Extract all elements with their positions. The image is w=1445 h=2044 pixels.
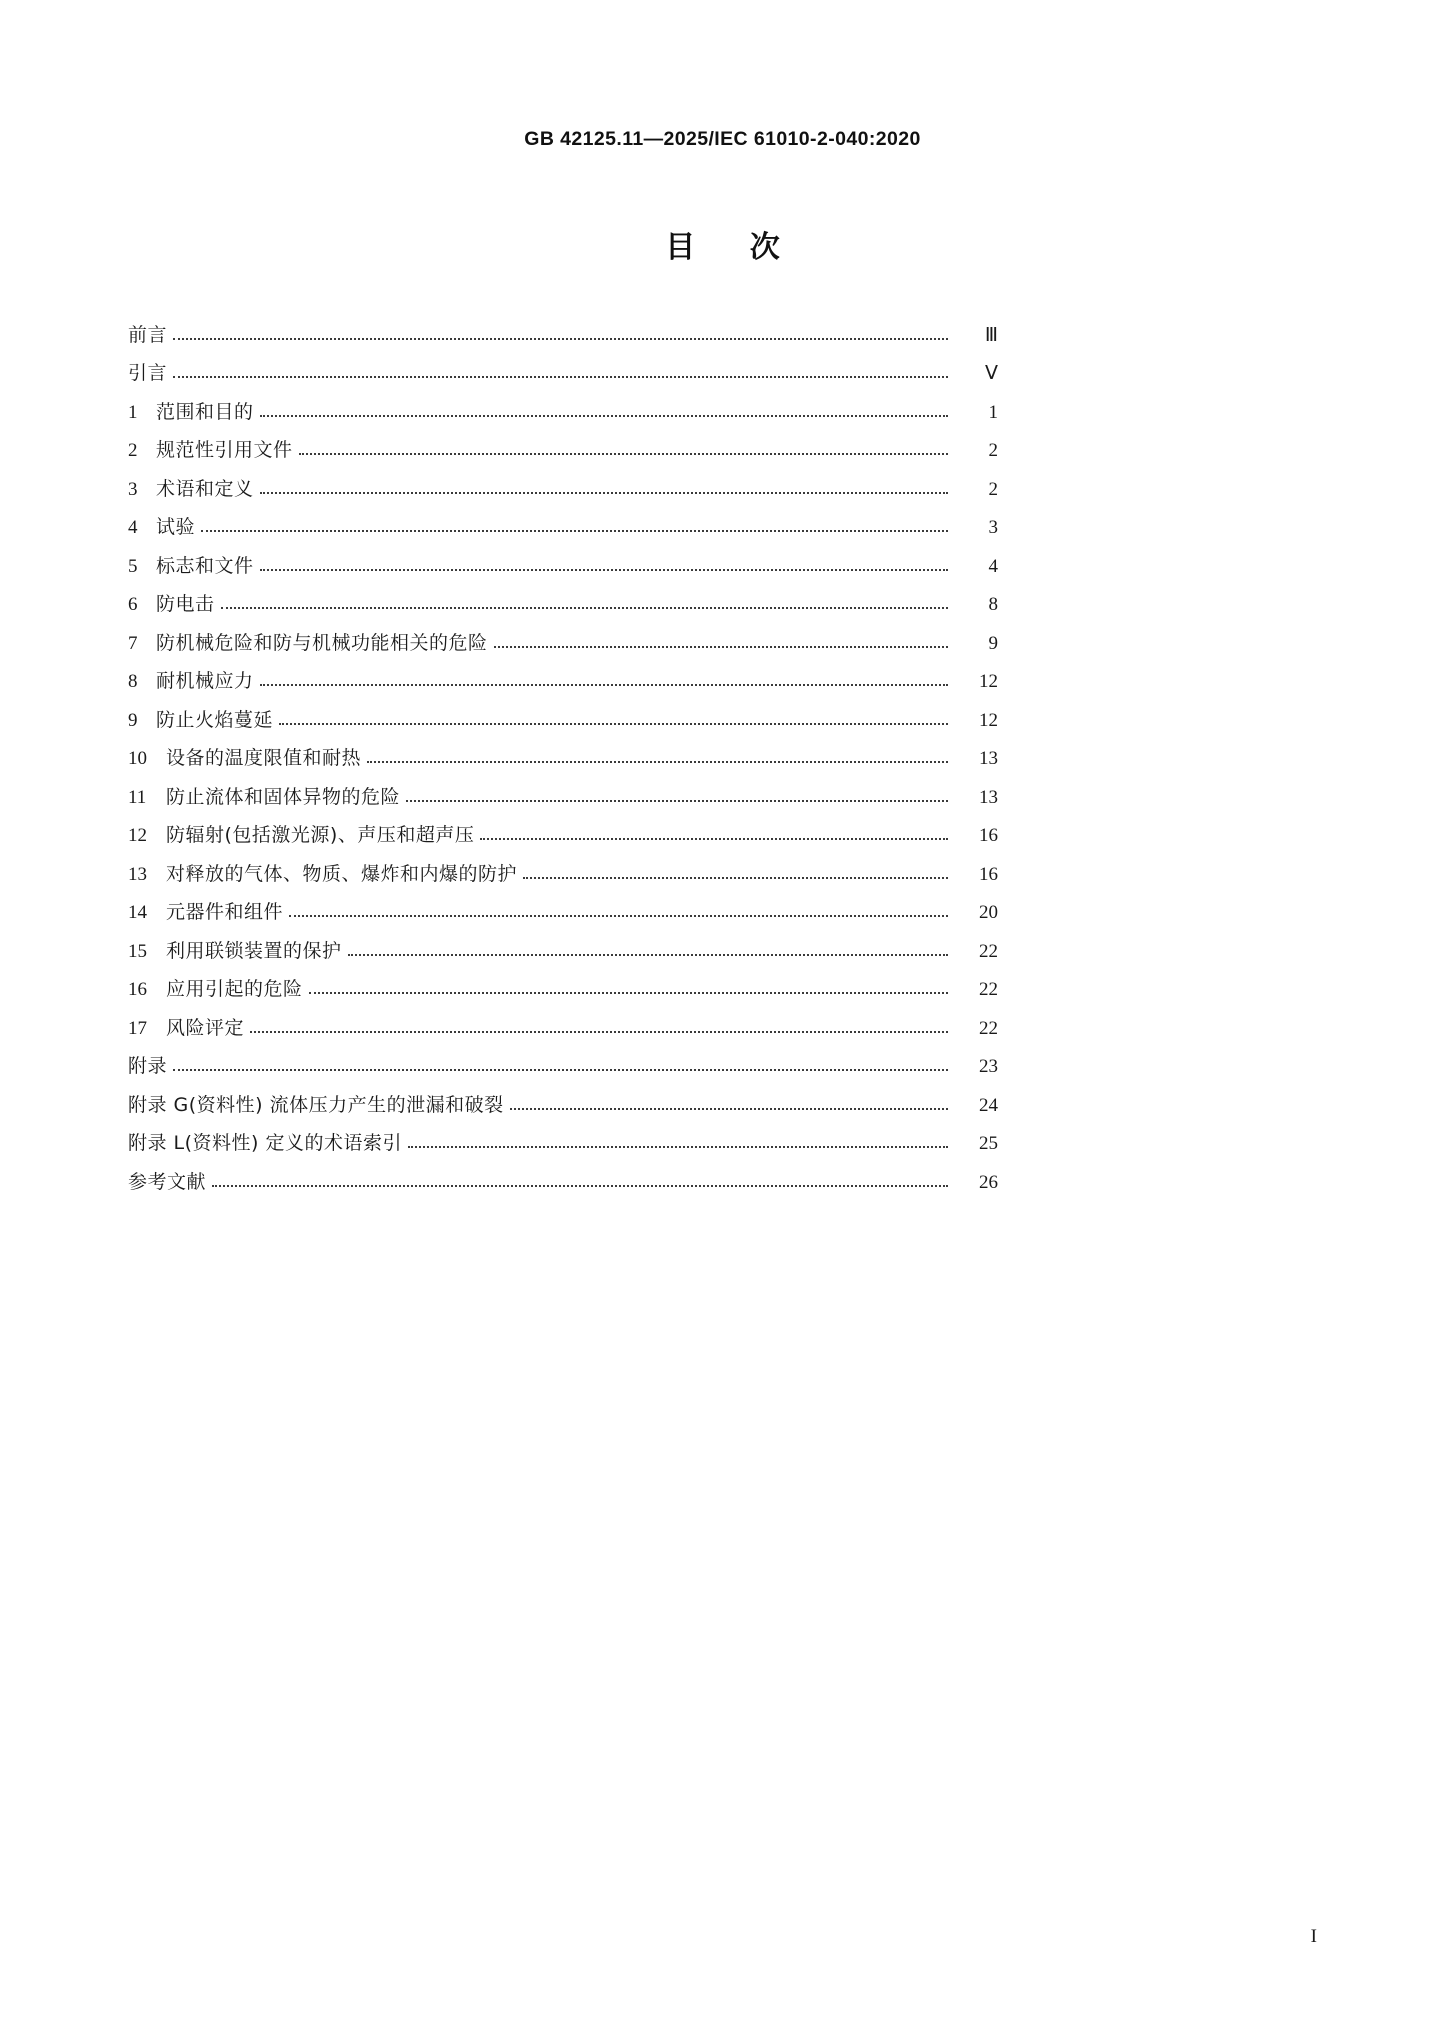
toc-entry-label: 术语和定义	[156, 477, 254, 500]
toc-entry-label: 防机械危险和防与机械功能相关的危险	[156, 631, 488, 654]
toc-entry-number: 10	[128, 748, 147, 769]
toc-entry[interactable]	[128, 576, 998, 615]
toc-leader-dots	[348, 941, 948, 960]
toc-entry-label: 元器件和组件	[166, 901, 284, 923]
toc-entry-number: 14	[128, 902, 147, 923]
toc-entry-number: 6	[128, 594, 138, 615]
toc-entry-page: 24	[979, 1094, 998, 1116]
toc-entry-page: 22	[979, 1017, 998, 1039]
footer-page-number: I	[1310, 1926, 1317, 1947]
toc-entry[interactable]	[128, 999, 998, 1038]
toc-entry[interactable]	[128, 306, 998, 345]
toc-leader-dots	[250, 1018, 948, 1037]
toc-entry-number: 4	[128, 517, 138, 538]
toc-entry-page: 4	[988, 555, 998, 577]
toc-entry-label: 设备的温度限值和耐热	[166, 747, 362, 769]
toc-entry-label: 参考文献	[128, 1170, 207, 1193]
toc-entry-number: 17	[128, 1017, 147, 1039]
toc-entry-page: 9	[988, 632, 998, 654]
toc-entry-label: 应用引起的危险	[166, 978, 303, 1000]
toc-leader-dots	[260, 671, 948, 690]
toc-leader-dots	[299, 440, 948, 459]
toc-entry-label: 风险评定	[166, 1016, 245, 1039]
toc-leader-dots	[510, 1095, 948, 1114]
toc-leader-dots	[173, 325, 948, 344]
toc-entry-number: 2	[128, 440, 138, 461]
toc-entry-page: 13	[979, 786, 998, 808]
toc-entry-label: 标志和文件	[156, 554, 254, 577]
toc-leader-dots	[406, 787, 948, 806]
toc-entry-number: 15	[128, 940, 147, 962]
toc-entry-label: 耐机械应力	[156, 670, 254, 692]
toc-leader-dots	[173, 363, 948, 382]
toc-entry-number: 3	[128, 478, 138, 500]
toc-entry-page: 20	[979, 902, 998, 923]
toc-leader-dots	[494, 633, 948, 652]
toc-entry-page: Ⅲ	[984, 324, 998, 346]
toc-entry-number: 8	[128, 671, 138, 692]
toc-entry-label: 范围和目的	[156, 400, 254, 423]
page-title: 目 次	[665, 230, 802, 265]
toc-entry-page: 16	[979, 863, 998, 885]
standard-code-header: GB 42125.11—2025/IEC 61010-2-040:2020	[524, 128, 921, 150]
toc-entry-number: 11	[128, 786, 147, 808]
toc-entry-page: 12	[979, 709, 998, 731]
toc-leader-dots	[173, 1056, 948, 1075]
toc-entry-page: 1	[988, 401, 998, 423]
toc-leader-dots	[212, 1172, 948, 1191]
toc-entry[interactable]	[128, 345, 998, 384]
toc-entry[interactable]	[128, 499, 998, 538]
toc-entry[interactable]	[128, 691, 998, 730]
toc-entry-number: 1	[128, 401, 138, 423]
toc-entry[interactable]	[128, 1038, 998, 1077]
toc-entry-label: 试验	[156, 516, 196, 538]
toc-entry[interactable]	[128, 768, 998, 807]
toc-entry-number: 13	[128, 863, 147, 885]
toc-leader-dots	[309, 979, 948, 998]
toc-entry-number: 16	[128, 979, 147, 1000]
toc-entry-number: 7	[128, 632, 138, 654]
toc-entry-page: 2	[988, 478, 998, 500]
toc-entry[interactable]	[128, 807, 998, 846]
toc-entry-page: Ⅴ	[985, 363, 998, 384]
toc-entry-label: 附录 G(资料性) 流体压力产生的泄漏和破裂	[128, 1093, 504, 1116]
toc-entry[interactable]	[128, 884, 998, 923]
toc-entry-page: 8	[988, 594, 998, 615]
toc-leader-dots	[260, 556, 948, 575]
toc-leader-dots	[408, 1133, 948, 1152]
toc-entry-page: 3	[988, 517, 998, 538]
toc-entry[interactable]	[128, 614, 998, 653]
toc-entry-label: 附录	[128, 1055, 168, 1077]
toc-entry-page: 16	[979, 825, 998, 846]
toc-entry-page: 22	[979, 940, 998, 962]
toc-entry-page: 23	[979, 1056, 998, 1077]
toc-entry-number: 5	[128, 555, 138, 577]
toc-entry[interactable]	[128, 961, 998, 1000]
toc-entry[interactable]	[128, 460, 998, 499]
toc-entry[interactable]	[128, 1153, 998, 1192]
toc-entry-number: 9	[128, 709, 138, 731]
toc-leader-dots	[260, 402, 948, 421]
toc-entry[interactable]	[128, 537, 998, 576]
toc-leader-dots	[201, 517, 948, 536]
toc-entry[interactable]	[128, 730, 998, 769]
toc-entry[interactable]	[128, 845, 998, 884]
toc-entry-label: 利用联锁装置的保护	[166, 939, 342, 962]
toc-entry-page: 26	[979, 1171, 998, 1193]
toc-entry[interactable]	[128, 1076, 998, 1115]
toc-entry[interactable]	[128, 653, 998, 692]
toc-entry-label: 前言	[128, 323, 168, 346]
toc-entry[interactable]	[128, 383, 998, 422]
toc-entry-label: 附录 L(资料性) 定义的术语索引	[128, 1132, 402, 1154]
toc-entry-page: 22	[979, 979, 998, 1000]
toc-entry-number: 12	[128, 825, 147, 846]
toc-entry[interactable]	[128, 1115, 998, 1154]
toc-leader-dots	[260, 479, 948, 498]
toc-entry-page: 2	[988, 440, 998, 461]
toc-leader-dots	[279, 710, 948, 729]
toc-entry-label: 规范性引用文件	[156, 439, 293, 461]
toc-entry-label: 对释放的气体、物质、爆炸和内爆的防护	[166, 862, 518, 885]
toc-entry-label: 防止火焰蔓延	[156, 708, 274, 731]
toc-entry-page: 13	[979, 748, 998, 769]
toc-entry-label: 引言	[128, 362, 168, 384]
table-of-contents	[128, 306, 998, 1192]
toc-entry[interactable]	[128, 422, 998, 461]
toc-entry-label: 防电击	[156, 593, 215, 615]
toc-leader-dots	[480, 825, 948, 844]
toc-leader-dots	[221, 594, 948, 613]
toc-entry[interactable]	[128, 922, 998, 961]
toc-leader-dots	[367, 748, 948, 767]
toc-entry-page: 25	[979, 1133, 998, 1154]
toc-entry-label: 防辐射(包括激光源)、声压和超声压	[166, 824, 475, 846]
toc-leader-dots	[289, 902, 948, 921]
toc-leader-dots	[523, 864, 948, 883]
toc-entry-page: 12	[979, 671, 998, 692]
toc-entry-label: 防止流体和固体异物的危险	[166, 785, 401, 808]
